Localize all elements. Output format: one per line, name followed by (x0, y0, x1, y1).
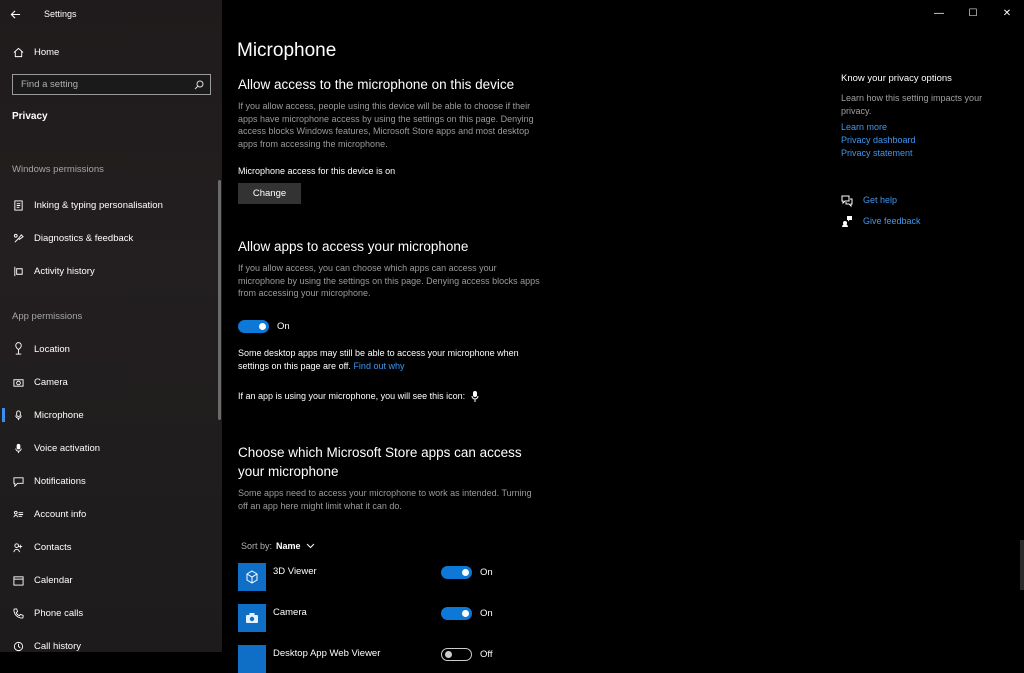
app-toggle-row (441, 607, 493, 620)
search-box[interactable] (12, 74, 211, 95)
phone-calls-icon (12, 607, 24, 619)
privacy-dashboard-link[interactable]: Privacy dashboard (841, 135, 916, 145)
toggle-state-label: On (480, 608, 493, 619)
call-history-icon (12, 640, 24, 652)
sort-label: Sort by: (241, 541, 273, 551)
apps-access-description: If you allow access, you can choose which apps can access your microphone by using the settings on this page. Denying access blocks apps from accessing your microphone. (238, 263, 540, 298)
sidebar-item-account-info[interactable] (0, 503, 218, 525)
sidebar-item-microphone[interactable] (0, 404, 218, 426)
sidebar-item-label: Microphone (34, 409, 84, 421)
sidebar-item-label: Camera (34, 376, 68, 388)
get-help-icon (841, 194, 853, 206)
sidebar-item-label: Voice activation (34, 442, 101, 454)
apps-access-toggle-row (238, 320, 290, 333)
app-row-3d-viewer (238, 563, 518, 591)
app-name: Desktop App Web Viewer (273, 648, 381, 659)
sidebar-item-location[interactable] (0, 338, 218, 360)
apps-access-heading: Allow apps to access your microphone (238, 239, 469, 254)
main-scrollbar[interactable] (1020, 540, 1024, 590)
app-name: Camera (273, 607, 307, 618)
toggle-state-label: Off (480, 649, 493, 660)
microphone-icon (12, 409, 24, 421)
privacy-statement-link[interactable]: Privacy statement (841, 148, 913, 158)
contacts-icon (12, 541, 24, 553)
activity-history-icon (12, 265, 24, 277)
privacy-options-title: Know your privacy options (841, 73, 952, 84)
app-toggle-3d-viewer[interactable] (441, 566, 472, 579)
give-feedback-icon (841, 215, 853, 227)
maximize-button[interactable] (956, 0, 990, 26)
sidebar-item-phone-calls[interactable] (0, 602, 218, 624)
privacy-options-description: Learn how this setting impacts your privacy. (841, 93, 983, 116)
sidebar-item-label: Activity history (34, 265, 95, 277)
sidebar-item-activity-history[interactable] (0, 260, 218, 282)
store-apps-heading-line1: Choose which Microsoft Store apps can access (238, 445, 522, 460)
sidebar-item-label: Call history (34, 640, 81, 652)
change-button[interactable]: Change (238, 183, 301, 204)
camera-icon (12, 376, 24, 388)
sidebar-item-camera[interactable] (0, 371, 218, 393)
maximize-icon: ☐ (968, 7, 978, 19)
search-input[interactable] (21, 79, 191, 90)
home-icon (12, 46, 24, 58)
toggle-state-label: On (480, 567, 493, 578)
search-icon[interactable] (191, 77, 207, 93)
desktop-apps-note (238, 347, 548, 372)
sidebar-item-label: Location (34, 343, 70, 355)
get-help-label: Get help (863, 195, 898, 205)
sidebar-item-label: Phone calls (34, 607, 84, 619)
sidebar-item-call-history[interactable] (0, 635, 218, 657)
app-row-camera (238, 604, 518, 632)
give-feedback-link[interactable] (841, 215, 921, 227)
desktop-apps-note-text: Some desktop apps may still be able to access your microphone when settings on this page are off. (238, 348, 519, 371)
close-button[interactable] (990, 0, 1024, 26)
sidebar-scrollbar[interactable] (218, 180, 221, 420)
app-toggle-row (441, 566, 493, 579)
desktop-app-web-viewer-icon (238, 645, 266, 673)
section-title: Privacy (12, 111, 48, 122)
app-toggle-row (441, 648, 493, 661)
minimize-icon: — (934, 7, 944, 19)
sidebar-item-label: Notifications (34, 475, 86, 487)
sidebar-item-label: Inking & typing personalisation (34, 199, 163, 211)
sidebar-item-home[interactable] (0, 42, 222, 62)
sidebar-item-notifications[interactable] (0, 470, 218, 492)
icon-note-text: If an app is using your microphone, you will see this icon: (238, 391, 466, 401)
app-name: 3D Viewer (273, 566, 317, 577)
back-arrow-icon (10, 9, 21, 20)
chevron-down-icon (306, 543, 315, 549)
sidebar-item-label: Home (34, 46, 60, 58)
camera-app-icon (238, 604, 266, 632)
sidebar-item-label: Calendar (34, 574, 73, 586)
sidebar-item-inking[interactable] (0, 194, 218, 216)
microphone-indicator-icon (471, 391, 479, 402)
voice-activation-icon (12, 442, 24, 454)
title-bar (0, 0, 222, 28)
notifications-icon (12, 475, 24, 487)
group-label-app: App permissions (12, 311, 83, 322)
store-apps-heading-line2: your microphone (238, 464, 339, 479)
device-access-heading: Allow access to the microphone on this device (238, 77, 515, 92)
inking-icon (12, 199, 24, 211)
sidebar-item-label: Diagnostics & feedback (34, 232, 134, 244)
minimize-button[interactable] (922, 0, 956, 26)
learn-more-link[interactable]: Learn more (841, 122, 888, 132)
get-help-link[interactable] (841, 194, 897, 206)
sort-value: Name (276, 541, 301, 551)
app-title: Settings (44, 9, 77, 19)
app-row-desktop-app-web-viewer (238, 645, 518, 673)
3d-viewer-icon (238, 563, 266, 591)
group-label-windows: Windows permissions (12, 164, 104, 175)
app-toggle-desktop-app-web-viewer[interactable] (441, 648, 472, 661)
find-out-why-link[interactable]: Find out why (353, 360, 405, 371)
diagnostics-icon (12, 232, 24, 244)
main-content (222, 0, 1024, 660)
device-access-description: If you allow access, people using this device will be able to choose if their apps have microphone access by using the settings on this page. Denying access blocks Windows features, Microsoft Store apps and most desktop apps from accessing the microphone. (238, 101, 534, 149)
sidebar-item-diagnostics[interactable] (0, 227, 218, 249)
apps-access-toggle[interactable] (238, 320, 269, 333)
store-apps-description: Some apps need to access your microphone to work as intended. Turning off an app here might limit what it can do. (238, 488, 532, 511)
icon-note (238, 390, 479, 403)
device-access-status: Microphone access for this device is on (238, 166, 396, 176)
sidebar-item-contacts[interactable] (0, 536, 218, 558)
toggle-state-label: On (277, 321, 290, 332)
sidebar-item-calendar[interactable] (0, 569, 218, 591)
sidebar (0, 0, 222, 652)
close-icon: ✕ (1002, 7, 1012, 19)
sidebar-item-label: Contacts (34, 541, 72, 553)
sidebar-item-voice-activation[interactable] (0, 437, 218, 459)
location-icon (12, 343, 24, 355)
sidebar-item-label: Account info (34, 508, 87, 520)
page-title: Microphone (237, 40, 337, 61)
window-controls (922, 0, 1024, 28)
back-button[interactable] (0, 0, 30, 28)
calendar-icon (12, 574, 24, 586)
account-info-icon (12, 508, 24, 520)
sort-control[interactable] (241, 541, 315, 551)
give-feedback-label: Give feedback (863, 216, 921, 226)
app-toggle-camera[interactable] (441, 607, 472, 620)
